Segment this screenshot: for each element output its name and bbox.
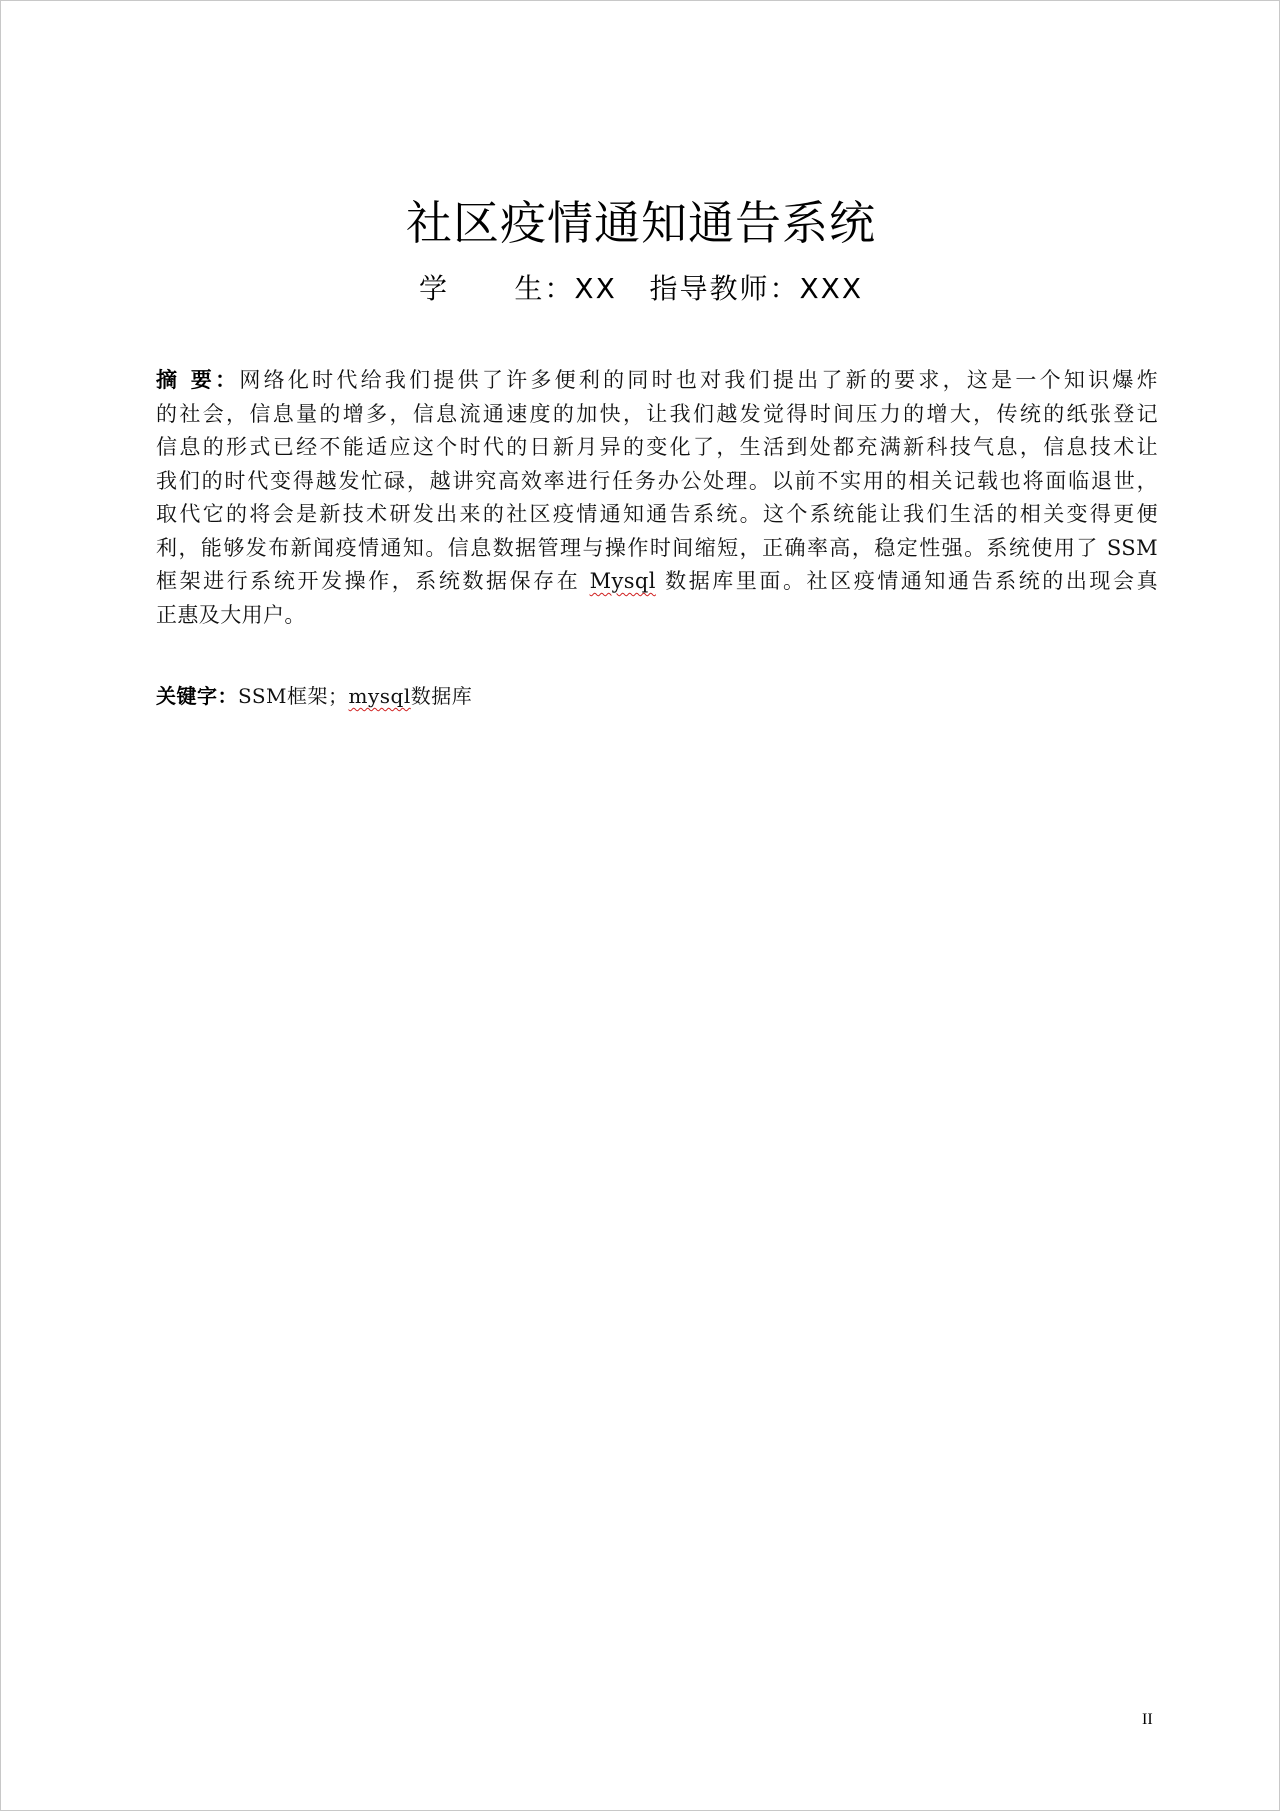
- abstract-paragraph: [156, 363, 1158, 632]
- keywords-label: 关键字：: [156, 684, 238, 708]
- abstract-line-2: 的社会，信息量的增多，信息流通速度的加快，让我们越发觉得时间压力的增大，传统的纸张登记: [156, 401, 1158, 426]
- abstract-line-4: 我们的时代变得越发忙碌，越讲究高效率进行任务办公处理。以前不实用的相关记载也将面临退世，: [156, 468, 1158, 493]
- keywords-line: [156, 681, 472, 711]
- page-number: II: [1142, 1711, 1153, 1728]
- keyword-ssm: SSM框架；: [238, 684, 349, 708]
- abstract-line-7: 框架进行系统开发操作，系统数据保存在 Mysql 数据库里面。社区疫情通知通告系统的出现会真: [156, 569, 1158, 593]
- keyword-database: 数据库: [410, 684, 473, 708]
- author-line: 学 生：XX 指导教师：XXX: [418, 272, 863, 305]
- abstract-line-8: 正惠及大用户。: [156, 602, 306, 627]
- spellcheck-flagged-word[interactable]: Mysql: [589, 569, 656, 593]
- document-title: 社区疫情通知通告系统: [406, 196, 876, 250]
- abstract-line-3: 信息的形式已经不能适应这个时代的日新月异的变化了，生活到处都充满新科技气息，信息技术让: [156, 435, 1158, 459]
- abstract-label: 摘 要：: [156, 367, 240, 392]
- abstract-line-1: 摘 要：网络化时代给我们提供了许多便利的同时也对我们提出了新的要求，这是一个知识爆炸: [156, 367, 1158, 392]
- spellcheck-flagged-word[interactable]: mysql: [348, 684, 411, 708]
- abstract-line-6: 利，能够发布新闻疫情通知。信息数据管理与操作时间缩短，正确率高，稳定性强。系统使用了 SSM: [156, 535, 1158, 560]
- abstract-line-5: 取代它的将会是新技术研发出来的社区疫情通知通告系统。这个系统能让我们生活的相关变得更便: [156, 502, 1158, 526]
